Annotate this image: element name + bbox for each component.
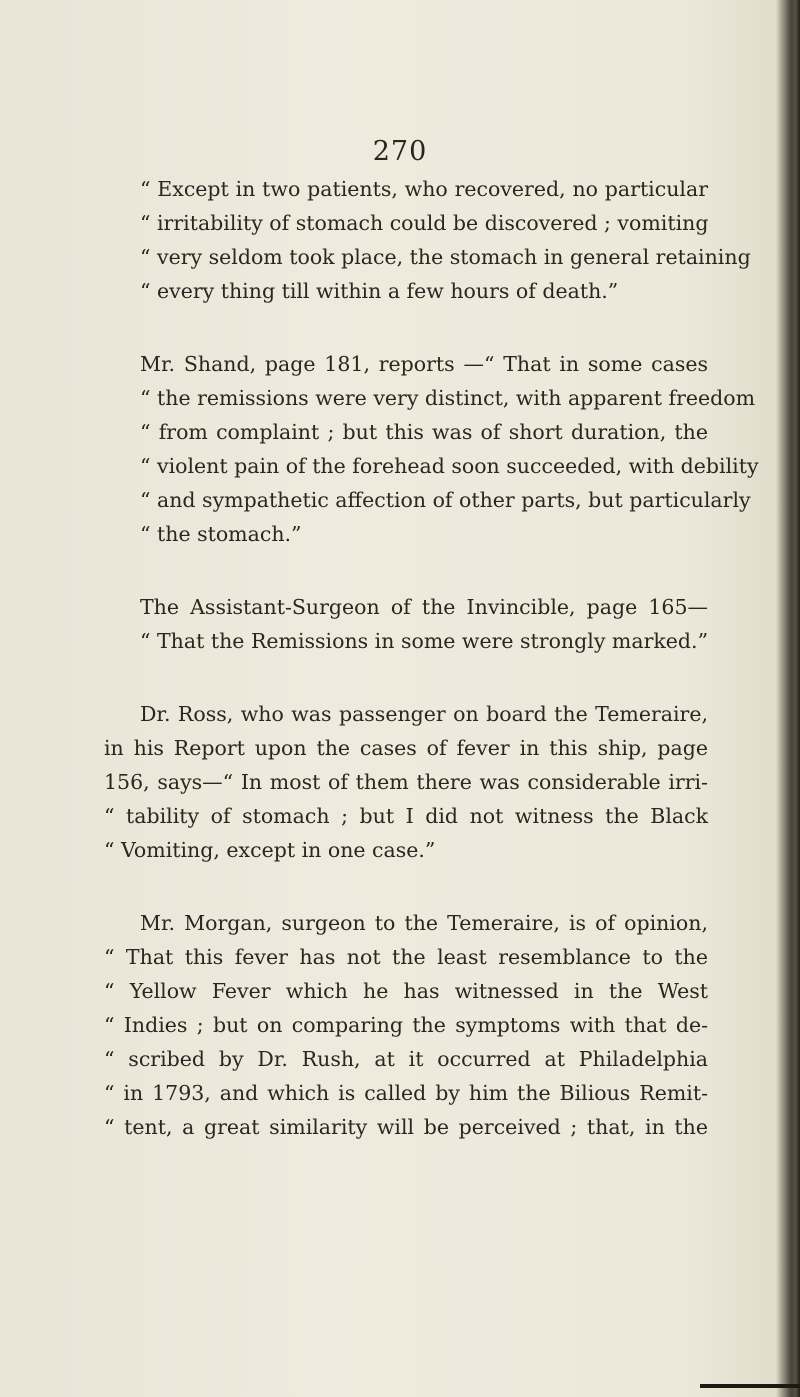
text-line: “ violent pain of the forehead soon succeeded, with debility [140, 454, 759, 478]
text-line: “ every thing till within a few hours of death.” [140, 279, 619, 303]
text-line: “ from complaint ; but this was of short duration, the [140, 420, 708, 444]
text-line: “ in 1793, and which is called by him the Bilious Remit- [104, 1081, 708, 1105]
text-line: “ tability of stomach ; but I did not witness the Black [104, 804, 708, 828]
text-line: “ Indies ; but on comparing the symptoms with that de- [104, 1013, 708, 1037]
text-line: “ That the Remissions in some were strongly marked.” [140, 629, 709, 653]
page-number: 270 [372, 136, 428, 167]
text-line: 156, says—“ In most of them there was considerable irri- [104, 770, 708, 794]
text-line: “ very seldom took place, the stomach in general retaining [140, 245, 751, 269]
body-text [104, 172, 759, 1144]
text-line: in his Report upon the cases of fever in this ship, page [104, 736, 708, 760]
text-line: “ scribed by Dr. Rush, at it occurred at Philadelphia [104, 1047, 708, 1071]
text-line: “ That this fever has not the least resemblance to the [104, 945, 708, 969]
paragraph-4 [104, 697, 708, 867]
paragraph-3 [104, 590, 708, 658]
text-line: Dr. Ross, who was passenger on board the Temeraire, [140, 702, 708, 726]
text-line: Mr. Shand, page 181, reports —“ That in some cases [140, 352, 708, 376]
text-line: “ Yellow Fever which he has witnessed in the West [104, 979, 708, 1003]
page-edge-shadow [788, 0, 800, 1397]
text-line: “ Vomiting, except in one case.” [104, 838, 436, 862]
text-line: “ Except in two patients, who recovered, no particular [140, 177, 708, 201]
paragraph-2 [104, 347, 759, 551]
bottom-rule [700, 1384, 800, 1388]
text-line: “ tent, a great similarity will be perceived ; that, in the [104, 1115, 708, 1139]
text-line: “ the stomach.” [140, 522, 302, 546]
text-line: “ and sympathetic affection of other parts, but particularly [140, 488, 751, 512]
text-line: “ the remissions were very distinct, with apparent freedom [140, 386, 756, 410]
text-line: “ irritability of stomach could be discovered ; vomiting [140, 211, 709, 235]
paragraph-1 [104, 172, 751, 308]
text-line: The Assistant-Surgeon of the Invincible, page 165— [140, 595, 708, 619]
paragraph-5 [104, 906, 708, 1144]
text-line: Mr. Morgan, surgeon to the Temeraire, is of opinion, [140, 911, 708, 935]
